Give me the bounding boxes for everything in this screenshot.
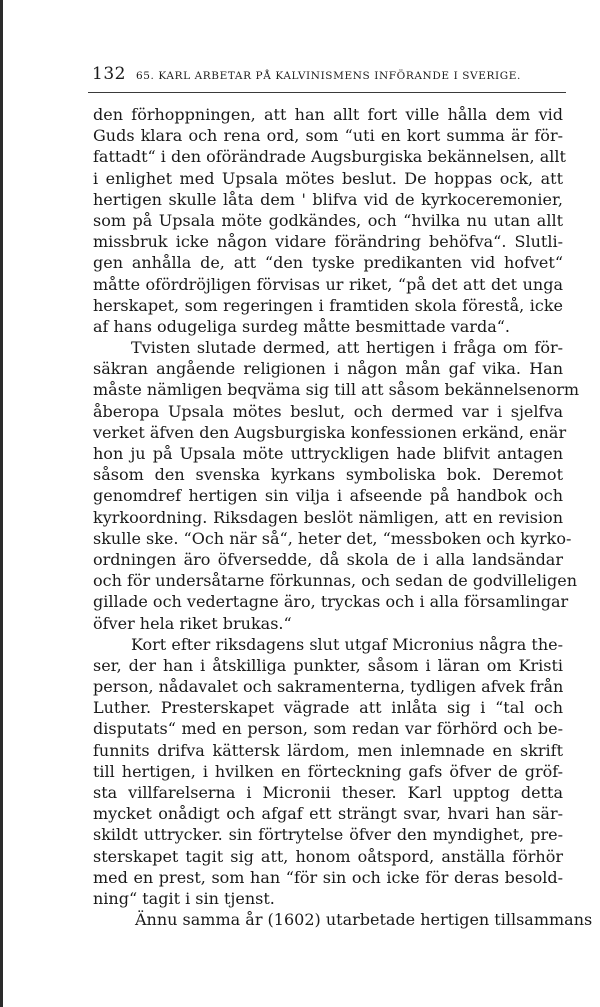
text-line: funnits drifva kättersk lärdom, men inlemnade en skrift — [93, 740, 563, 760]
text-line: hon ju på Upsala möte uttryckligen hade blifvit antagen — [93, 444, 563, 463]
text-line: skulle ske. “Och när så“, heter det, “messboken och kyrko- — [93, 528, 572, 548]
text-line: såsom den svenska kyrkans symboliska bok. Deremot — [93, 465, 563, 485]
body-text — [93, 104, 593, 930]
paragraph-end-line: af hans odugeliga surdeg måtte besmittade varda“. — [93, 316, 510, 336]
text-line: som på Upsala möte godkändes, och “hvilka nu utan allt — [93, 210, 563, 230]
text-line: gillade och vedertagne äro, tryckas och i alla församlingar — [93, 592, 569, 612]
paragraph-end-line: öfver hela riket brukas.“ — [93, 613, 292, 633]
chapter-running-title: 65. KARL ARBETAR PÅ KALVINISMENS INFÖRANDE I SVERIGE. — [135, 70, 521, 82]
text-line: med en prest, som han “för sin och icke för deras besold- — [93, 867, 563, 887]
paragraph-end-line: ning“ tagit i sin tjenst. — [93, 888, 275, 908]
text-line: disputats“ med en person, som redan var förhörd och be- — [93, 719, 563, 739]
text-line: mycket onådigt och afgaf ett strängt svar, hvari han sär- — [93, 804, 563, 824]
text-line: till hertigen, i hvilken en förteckning gafs öfver de gröf- — [93, 761, 563, 781]
page-edge-shadow — [0, 0, 3, 1007]
text-line: sta villfarelserna i Micronii theser. Karl upptog detta — [93, 783, 563, 802]
text-line: ser, der han i åtskilliga punkter, såsom i läran om Kristi — [93, 655, 563, 675]
text-line: gen anhålla de, att “den tyske predikanten vid hofvet“ — [93, 253, 563, 273]
text-line: Guds klara och rena ord, som “uti en kort summa är för- — [93, 126, 563, 146]
paragraph-start-line: Tvisten slutade dermed, att hertigen i fråga om för- — [131, 338, 563, 358]
page-number: 132 — [92, 64, 126, 84]
text-line: och för undersåtarne förkunnas, och sedan de godvilleligen — [93, 571, 578, 591]
text-line: måste nämligen beqväma sig till att såsom bekännelsenorm — [93, 380, 580, 400]
text-line: verket äfven den Augsburgiska konfessionen erkänd, enär — [93, 422, 567, 442]
text-line: säkran angående religionen i någon mån gaf vika. Han — [93, 359, 563, 379]
text-line: kyrkoordning. Riksdagen beslöt nämligen, att en revision — [93, 507, 563, 527]
text-line: ordningen äro öfversedde, då skola de i alla landsändar — [93, 549, 563, 569]
text-line: måtte ofördröjligen förvisas ur riket, “på det att det unga — [93, 274, 563, 294]
text-line: genomdref hertigen sin vilja i afseende på handbok och — [93, 486, 563, 506]
text-line: hertigen skulle låta dem ' blifva vid de kyrkoceremonier, — [93, 189, 563, 209]
text-line: missbruk icke någon vidare förändring behöfva“. Slutli- — [93, 232, 563, 252]
header-rule — [88, 92, 566, 93]
text-line: sterskapet tagit sig att, honom oåtspord, anställa förhör — [93, 846, 563, 866]
text-line: herskapet, som regeringen i framtiden skola förestå, icke — [93, 295, 563, 315]
paragraph-start-line: Ännu samma år (1602) utarbetade hertigen tillsammans — [135, 910, 593, 930]
text-line: person, nådavalet och sakramenterna, tydligen afvek från — [93, 677, 564, 697]
running-head — [92, 64, 562, 86]
text-line: åberopa Upsala mötes beslut, och dermed var i sjelfva — [93, 401, 563, 421]
text-line: Luther. Presterskapet vägrade att inlåta sig i “tal och — [93, 698, 563, 718]
text-line: skildt uttrycker. sin förtrytelse öfver den myndighet, pre- — [93, 825, 563, 845]
text-line: i enlighet med Upsala mötes beslut. De hoppas ock, att — [93, 168, 563, 188]
text-line: den förhoppningen, att han allt fort ville hålla dem vid — [93, 105, 563, 124]
text-line: fattadt“ i den oförändrade Augsburgiska bekännelsen, allt — [93, 147, 566, 167]
paragraph-start-line: Kort efter riksdagens slut utgaf Micronius några the- — [131, 634, 563, 654]
